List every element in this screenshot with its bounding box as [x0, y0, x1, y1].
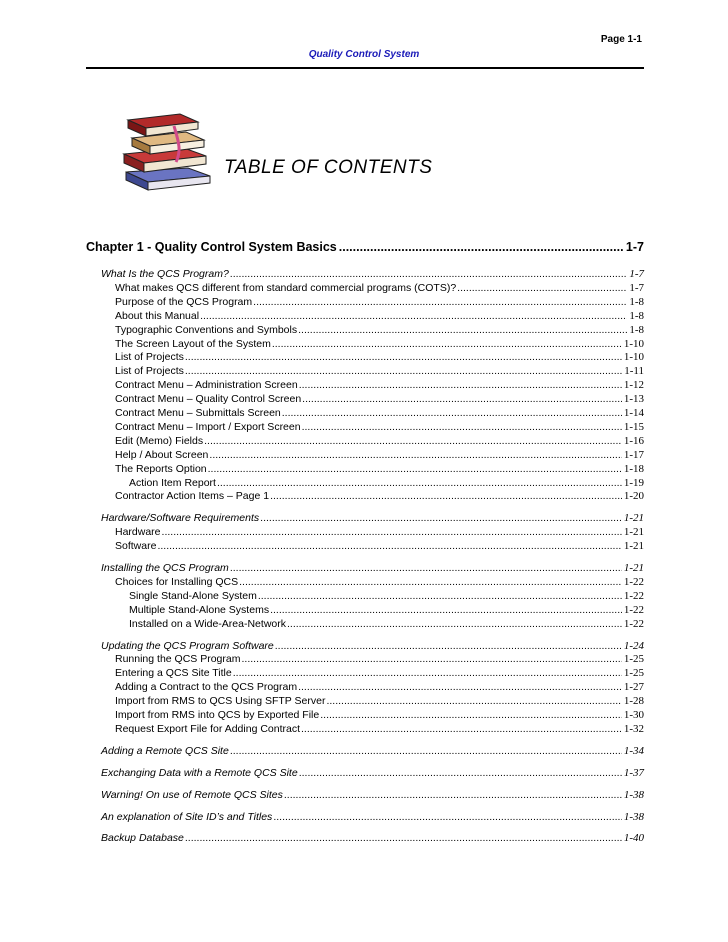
toc-heading: TABLE OF CONTENTS — [224, 157, 433, 178]
toc-entry[interactable] — [101, 512, 644, 524]
toc-entry-title: Request Export File for Adding Contract — [115, 722, 301, 735]
toc-entry-title: Running the QCS Program — [115, 653, 241, 666]
toc-entry-page: 1-40 — [623, 832, 644, 845]
leader-dots — [185, 365, 622, 377]
leader-dots — [302, 421, 622, 433]
toc-entry-page: 1-22 — [623, 575, 644, 588]
leader-dots — [204, 435, 622, 447]
toc-entry[interactable] — [115, 421, 644, 433]
toc-entry-page: 1-7 — [629, 281, 644, 294]
toc-entry[interactable] — [115, 351, 644, 363]
toc-entry-page: 1-28 — [623, 695, 644, 708]
stack-of-books-icon — [118, 110, 218, 192]
leader-dots — [270, 604, 622, 616]
toc-entry-title: Contract Menu – Administration Screen — [115, 379, 298, 392]
toc-entry[interactable] — [115, 324, 644, 336]
toc-entry-title: Adding a Contract to the QCS Program — [115, 681, 298, 694]
toc-entry-page: 1-7 — [629, 268, 644, 280]
chapter-page: 1-7 — [625, 240, 644, 254]
toc-entry-title: What makes QCS different from standard commercial programs (COTS)? — [115, 281, 457, 294]
leader-dots — [200, 310, 627, 322]
toc-entry-title: Multiple Stand-Alone Systems — [129, 603, 270, 616]
toc-entry-page: 1-37 — [623, 766, 644, 779]
toc-entry-page: 1-21 — [623, 512, 644, 525]
leader-dots — [253, 296, 627, 308]
toc-entry[interactable] — [129, 604, 644, 616]
leader-dots — [239, 576, 622, 588]
leader-dots — [282, 407, 622, 419]
leader-dots — [157, 540, 621, 552]
toc-entry[interactable] — [115, 449, 644, 461]
toc-entry-title: Software — [115, 540, 157, 553]
toc-entry-page: 1-19 — [623, 476, 644, 489]
toc-entry[interactable] — [129, 590, 644, 602]
toc-entry-title: Choices for Installing QCS — [115, 575, 239, 588]
leader-dots — [230, 745, 622, 757]
toc-entry-page: 1-21 — [623, 562, 644, 574]
toc-entry-page: 1-15 — [623, 420, 644, 433]
leader-dots — [185, 351, 622, 363]
toc-entry-title: Action Item Report — [129, 476, 216, 489]
leader-dots — [301, 723, 622, 735]
leader-dots — [230, 268, 628, 280]
toc-entry[interactable] — [101, 767, 644, 779]
toc-entry[interactable] — [115, 723, 644, 735]
toc-entry-page: 1-32 — [623, 722, 644, 735]
toc-entry-title: Installing the QCS Program — [101, 562, 229, 574]
toc-entry-title: Contract Menu – Import / Export Screen — [115, 420, 301, 433]
toc-entry-title: Updating the QCS Program Software — [101, 639, 274, 652]
leader-dots — [270, 490, 622, 502]
leader-dots — [287, 618, 622, 630]
toc-entry-page: 1-11 — [624, 365, 644, 378]
toc-entry[interactable] — [115, 310, 644, 322]
page-number: Page 1-1 — [600, 34, 642, 45]
toc-entry-title: What Is the QCS Program? — [101, 268, 229, 280]
leader-dots — [272, 338, 622, 350]
toc-entry-page: 1-13 — [623, 393, 644, 406]
toc-entry-page: 1-25 — [623, 653, 644, 666]
toc-entry-title: An explanation of Site ID’s and Titles — [101, 810, 273, 823]
toc-entry-title: Typographic Conventions and Symbols — [115, 323, 298, 336]
leader-dots — [258, 590, 622, 602]
toc-entry-title: Exchanging Data with a Remote QCS Site — [101, 766, 298, 779]
toc-entry[interactable] — [115, 681, 644, 693]
leader-dots — [299, 767, 622, 779]
toc-entry-page: 1-10 — [623, 337, 644, 350]
toc-entry-page: 1-14 — [623, 407, 644, 419]
toc-entry[interactable] — [115, 407, 644, 419]
leader-dots — [326, 695, 621, 707]
toc-entry-title: Contract Menu – Submittals Screen — [115, 407, 281, 419]
leader-dots — [208, 463, 622, 475]
toc-entry-page: 1-22 — [623, 617, 644, 630]
toc-entry-page: 1-21 — [623, 540, 644, 553]
toc-entry-title: Warning! On use of Remote QCS Sites — [101, 788, 283, 801]
leader-dots — [298, 324, 627, 336]
toc-entry-page: 1-16 — [623, 434, 644, 447]
toc-entry[interactable] — [101, 832, 644, 844]
toc-entry-title: Adding a Remote QCS Site — [101, 744, 229, 757]
toc-entry-title: Contractor Action Items – Page 1 — [115, 490, 270, 503]
toc-entry[interactable] — [115, 526, 644, 538]
toc-entry-page: 1-20 — [623, 490, 644, 503]
toc-entry-title: Purpose of the QCS Program — [115, 295, 253, 308]
toc-entry-page: 1-17 — [623, 448, 644, 461]
toc-entry-page: 1-34 — [623, 744, 644, 757]
toc-entry-page: 1-10 — [623, 351, 644, 364]
toc-entry[interactable] — [115, 282, 644, 294]
toc-entry[interactable] — [129, 618, 644, 630]
toc-entry-title: List of Projects — [115, 365, 184, 378]
running-title: Quality Control System — [308, 49, 420, 60]
leader-dots — [302, 393, 622, 405]
leader-dots — [339, 240, 624, 254]
toc-entry[interactable] — [115, 379, 644, 391]
toc-entry-page: 1-30 — [623, 709, 644, 721]
chapter-title: Chapter 1 - Quality Control System Basics — [86, 240, 337, 254]
toc-entry-title: Backup Database — [101, 832, 184, 845]
toc-entry[interactable] — [101, 811, 644, 823]
toc-entry-page: 1-8 — [629, 323, 644, 336]
toc-entry[interactable] — [115, 695, 644, 707]
toc-entry[interactable] — [115, 709, 644, 721]
toc-entry-title: Contract Menu – Quality Control Screen — [115, 393, 302, 406]
toc-entry[interactable] — [129, 477, 644, 489]
toc-entry[interactable] — [101, 562, 644, 574]
toc-entry[interactable] — [115, 338, 644, 350]
toc-entry-title: Help / About Screen — [115, 448, 209, 461]
toc-entry-page: 1-38 — [623, 788, 644, 801]
toc-entry-page: 1-22 — [623, 589, 644, 602]
leader-dots — [209, 449, 621, 461]
toc-entry[interactable] — [115, 393, 644, 405]
toc-entry-title: Import from RMS into QCS by Exported File — [115, 709, 320, 721]
toc-entry[interactable] — [101, 640, 644, 652]
toc-entry-page: 1-27 — [623, 681, 644, 694]
toc-entry[interactable] — [101, 745, 644, 757]
leader-dots — [162, 526, 622, 538]
toc-entry-page: 1-8 — [629, 309, 644, 322]
toc-entry[interactable] — [115, 653, 644, 665]
toc-entry-page: 1-25 — [623, 667, 644, 680]
toc-entry[interactable] — [101, 789, 644, 801]
toc-entry[interactable] — [115, 296, 644, 308]
toc-entry-title: Entering a QCS Site Title — [115, 667, 232, 680]
toc-entry[interactable] — [115, 667, 644, 679]
toc-entry-page: 1-8 — [629, 295, 644, 308]
leader-dots — [217, 477, 622, 489]
toc-entry[interactable] — [101, 268, 644, 280]
leader-dots — [320, 709, 622, 721]
leader-dots — [233, 667, 622, 679]
toc-entry-page: 1-22 — [623, 603, 644, 616]
toc-entry[interactable] — [115, 540, 644, 552]
toc-entry[interactable] — [115, 435, 644, 447]
leader-dots — [299, 379, 622, 391]
toc-entry-title: Hardware/Software Requirements — [101, 512, 260, 525]
toc-entry-title: The Screen Layout of the System — [115, 337, 271, 350]
leader-dots — [298, 681, 622, 693]
toc-entry[interactable] — [115, 365, 644, 377]
leader-dots — [230, 562, 622, 574]
leader-dots — [260, 512, 622, 524]
toc-entry-title: Installed on a Wide-Area-Network — [129, 617, 286, 630]
toc-entry-title: Single Stand-Alone System — [129, 589, 257, 602]
toc-entry-page: 1-12 — [623, 379, 644, 392]
toc-entry[interactable] — [115, 490, 644, 502]
leader-dots — [273, 811, 622, 823]
toc-entry-page: 1-38 — [623, 810, 644, 823]
chapter-heading[interactable] — [86, 240, 644, 254]
toc-entry-title: Hardware — [115, 526, 161, 539]
toc-entry-page: 1-21 — [623, 526, 644, 539]
toc-entry[interactable] — [115, 576, 644, 588]
toc-entry-title: Import from RMS to QCS Using SFTP Server — [115, 695, 326, 708]
toc-entry-title: Edit (Memo) Fields — [115, 434, 204, 447]
leader-dots — [185, 832, 622, 844]
toc-entry-page: 1-18 — [623, 462, 644, 475]
toc-entry-title: The Reports Option — [115, 462, 207, 475]
toc-entry-title: List of Projects — [115, 351, 184, 364]
header-rule — [86, 67, 644, 69]
toc-entry[interactable] — [115, 463, 644, 475]
leader-dots — [241, 653, 621, 665]
leader-dots — [284, 789, 622, 801]
leader-dots — [275, 640, 622, 652]
toc-entry-title: About this Manual — [115, 309, 200, 322]
toc-entry-page: 1-24 — [623, 639, 644, 652]
leader-dots — [457, 282, 627, 294]
